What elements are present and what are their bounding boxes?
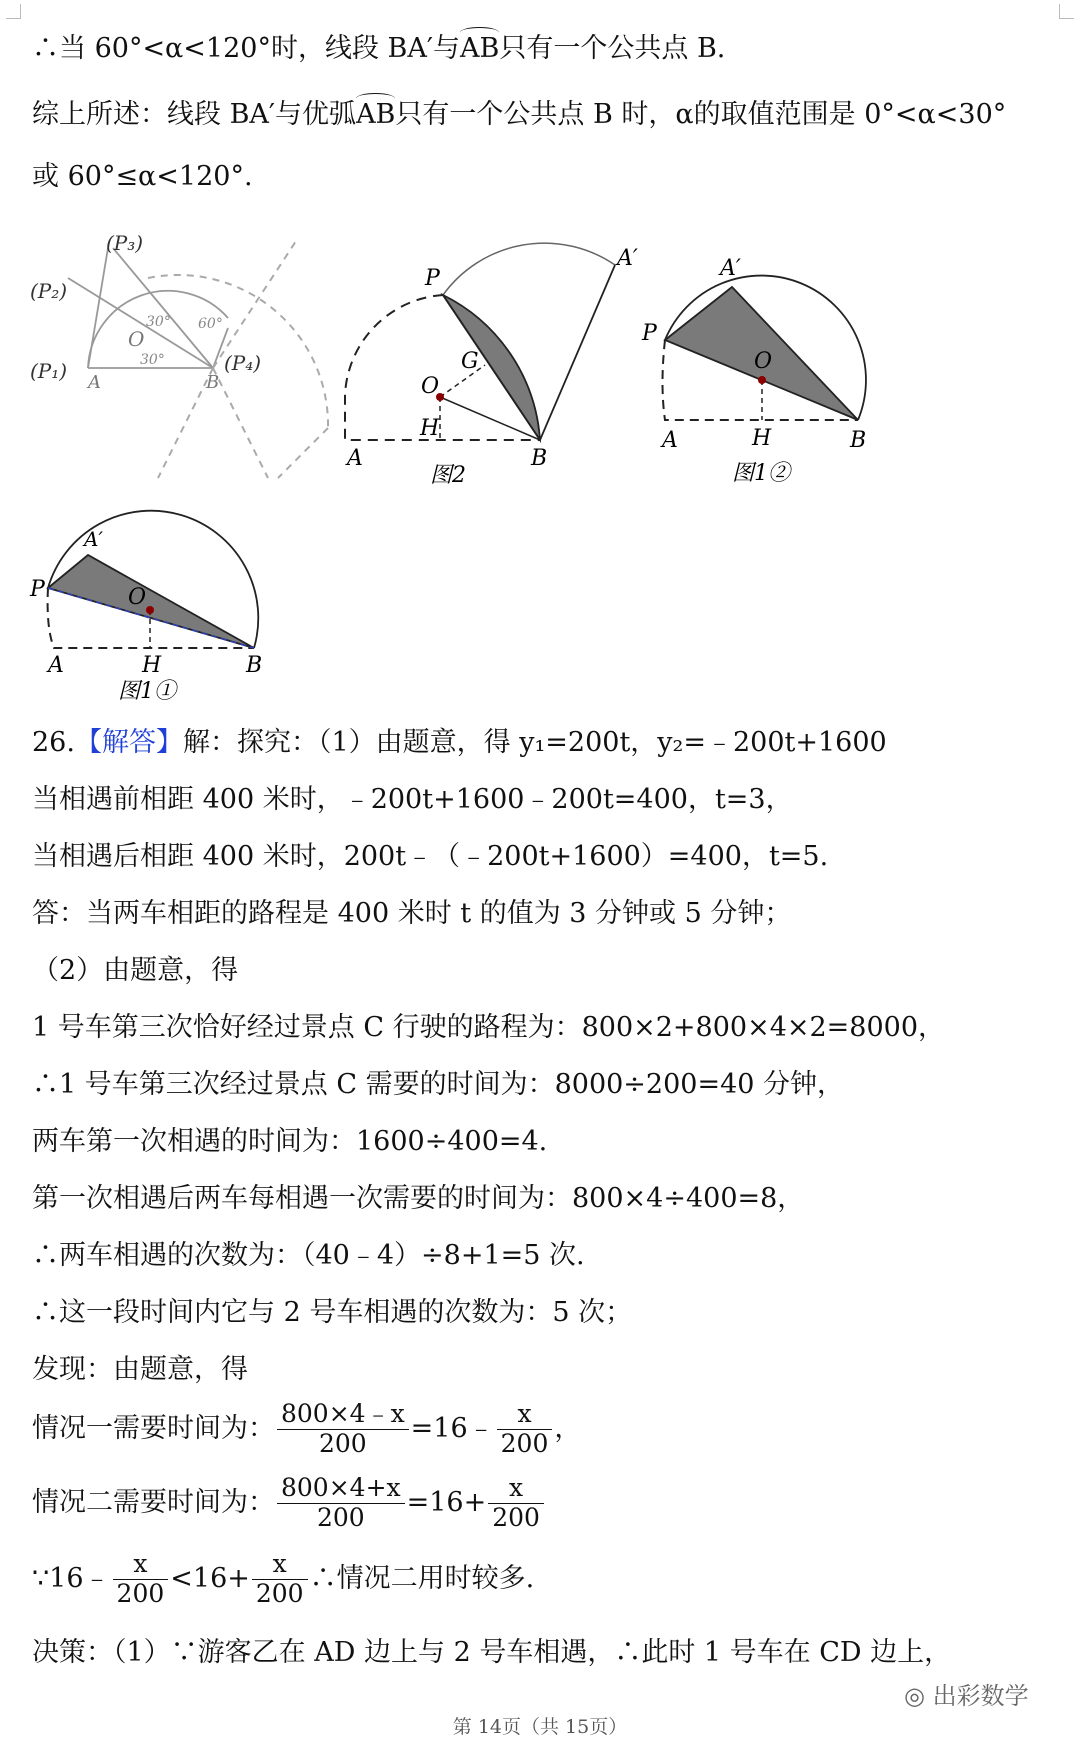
fig2-label-p: P [425, 266, 440, 291]
fig0-label-p3: (P₃) [106, 231, 144, 255]
figure-rotation-diagram [28, 228, 348, 488]
fig12-label-a-prime: A′ [720, 256, 741, 281]
formula-line-compare: ∵16﹣ $\frac{x}{200}$ <16+ $\frac{x}{200}$ ∴情况二用时较多. [32, 1549, 535, 1608]
fig12-label-o: O [754, 349, 773, 374]
arc-label: AB [356, 99, 396, 130]
text-line: 综上所述：线段 BA′与优弧AB只有一个公共点 B 时，α的取值范围是 0°<α<30° [32, 99, 1007, 130]
watermark: ◎ 出彩数学 [904, 1682, 1029, 1710]
fig2-label-g: G [461, 349, 479, 374]
fig0-label-angle-30b: 30° [140, 352, 165, 368]
formula-line-case1: 情况一需要时间为： $\frac{800\times 4﹣x}{200}$ =16﹣ $\frac{x}{200}$ ， [32, 1399, 582, 1458]
page-footer: 第 14页（共 15页） [452, 1716, 628, 1738]
fig11-label-p: P [30, 577, 45, 602]
figure-2 [335, 225, 665, 495]
fig12-label-p: P [642, 321, 657, 346]
fig2-caption: 图2 [430, 463, 466, 488]
fig0-label-p4: (P₄) [224, 351, 262, 375]
fig2-label-o: O [421, 374, 440, 399]
text-line: 发现：由题意，得 [32, 1354, 248, 1385]
text-line: 两车第一次相遇的时间为：1600÷400=4. [32, 1126, 548, 1157]
fig12-label-b: B [850, 428, 867, 453]
fig2-label-a-prime: A′ [617, 246, 638, 271]
fig0-label-o: O [128, 327, 145, 351]
fig11-label-a-prime: A′ [84, 527, 103, 551]
text-line: （2）由题意，得 [32, 955, 239, 986]
question-26-header: 26.【解答】解：探究：（1）由题意，得 y₁=200t，y₂=﹣200t+1600 [32, 727, 887, 758]
fraction: $\frac{800\times 4﹣x}{200}$ [277, 1400, 409, 1459]
text-line: 当相遇后相距 400 米时，200t﹣（﹣200t+1600）=400，t=5. [32, 841, 829, 872]
text-line: 当相遇前相距 400 米时，﹣200t+1600﹣200t=400，t=3， [32, 784, 793, 815]
fraction: $\frac{x}{200}$ [488, 1474, 544, 1533]
fig0-label-b: B [206, 372, 220, 393]
fig11-label-h: H [142, 653, 162, 678]
text-line: 或 60°≤α<120°. [32, 161, 253, 192]
fig12-label-h: H [752, 426, 772, 451]
fig11-label-o: O [128, 585, 147, 610]
figure-1-2 [640, 245, 880, 495]
text-line: ∴这一段时间内它与 2 号车相遇的次数为：5 次； [32, 1297, 633, 1328]
fraction: $\frac{800\times 4+x}{200}$ [277, 1474, 405, 1533]
fig12-caption: 图1② [732, 461, 790, 486]
fig0-label-angle-60: 60° [198, 316, 223, 332]
answer-tag: 【解答】 [74, 727, 183, 758]
text-line: 决策：（1）∵游客乙在 AD 边上与 2 号车相遇，∴此时 1 号车在 CD 边上， [32, 1637, 952, 1668]
text-line: 答：当两车相距的路程是 400 米时 t 的值为 3 分钟或 5 分钟； [32, 898, 792, 929]
fig2-label-a: A [347, 446, 363, 471]
text-line: 1 号车第三次恰好经过景点 C 行驶的路程为：800×2+800×4×2=8000， [32, 1012, 946, 1043]
fig0-label-p1: (P₁) [30, 359, 68, 383]
text-line: ∴1 号车第三次经过景点 C 需要的时间为：8000÷200=40 分钟， [32, 1069, 845, 1100]
corner-mark [6, 4, 21, 19]
formula-line-case2: 情况二需要时间为： $\frac{800\times 4+x}{200}$ =16+ $\frac{x}{200}$ [32, 1474, 1060, 1533]
wechat-icon: ◎ [904, 1682, 925, 1710]
text-line: ∴两车相遇的次数为：（40﹣4）÷8+1=5 次. [32, 1240, 585, 1271]
fig0-label-angle-30a: 30° [146, 314, 171, 330]
fig0-label-a: A [88, 372, 101, 393]
corner-mark [1059, 4, 1074, 19]
fraction: $\frac{x}{200}$ [113, 1550, 169, 1609]
text-line: 第一次相遇后两车每相遇一次需要的时间为：800×4÷400=8， [32, 1183, 805, 1214]
fig2-label-b: B [531, 446, 548, 471]
fig2-label-h: H [420, 416, 440, 441]
fig11-label-a: A [48, 653, 64, 678]
fig11-caption: 图1① [118, 679, 176, 704]
figure-1-1 [28, 498, 278, 708]
text-line: ∴当 60°<α<120°时，线段 BA′与AB只有一个公共点 B. [32, 33, 726, 64]
fig0-label-p2: (P₂) [30, 279, 68, 303]
arc-label: AB [460, 33, 500, 64]
fraction: $\frac{x}{200}$ [252, 1550, 308, 1609]
fraction: $\frac{x}{200}$ [497, 1400, 553, 1459]
fig12-label-a: A [662, 428, 678, 453]
fig11-label-b: B [246, 653, 263, 678]
